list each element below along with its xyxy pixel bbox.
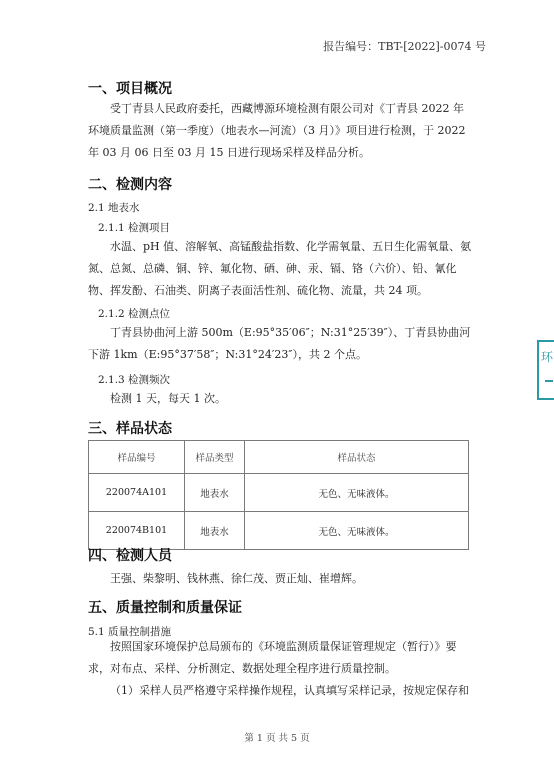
stamp-mark — [545, 372, 553, 382]
subsection-test-points: 2.1.2 检测点位 — [98, 308, 171, 320]
stamp-fragment — [537, 340, 554, 400]
header-sample-type: 样品类型 — [185, 441, 245, 474]
subsection-test-items: 2.1.1 检测项目 — [98, 222, 171, 234]
table-header-row — [89, 441, 469, 474]
section-title-personnel: 四、检测人员 — [88, 548, 172, 564]
section-title-sample-status: 三、样品状态 — [88, 421, 172, 437]
cell-sample-type: 地表水 — [185, 512, 245, 550]
header-sample-state: 样品状态 — [245, 441, 469, 474]
table-row — [89, 512, 469, 550]
section-title-quality-control: 五、质量控制和质量保证 — [88, 600, 242, 616]
personnel-names: 王强、柴黎明、钱林燕、徐仁茂、贾正灿、崔增辉。 — [110, 572, 363, 585]
test-items-list: 水温、pH 值、溶解氧、高锰酸盐指数、化学需氧量、五日生化需氧量、氨氮、总氮、总磷、铜、锌、氟化物、硒、砷、汞、镉、铬（六价）、铅、氰化物、挥发酚、石油类、阴离子表面活性剂、硫化物、流量，共 24 项。 — [88, 240, 472, 297]
table-row — [89, 474, 469, 512]
section-title-content: 二、检测内容 — [88, 177, 172, 193]
subsection-surface-water: 2.1 地表水 — [88, 202, 140, 214]
test-points-text: 丁青县协曲河上游 500m（E:95°35′06″；N:31°25′39″）、丁青县协曲河下游 1km（E:95°37′58″；N:31°24′23″），共 2 个点。 — [88, 326, 471, 361]
report-number: 报告编号：TBT-[2022]-0074 号 — [323, 40, 486, 53]
cell-sample-type: 地表水 — [185, 474, 245, 512]
cell-sample-id: 220074B101 — [89, 512, 185, 550]
stamp-text: 环 — [541, 350, 554, 364]
cell-sample-state: 无色、无味液体。 — [245, 512, 469, 550]
cell-sample-state: 无色、无味液体。 — [245, 474, 469, 512]
section-title-overview: 一、项目概况 — [88, 81, 172, 97]
overview-paragraph: 受丁青县人民政府委托，西藏博源环境检测有限公司对《丁青县 2022 年环境质量监测（第一季度）（地表水—河流）（3 月）》项目进行检测，于 2022 年 03 月 06 日至 03 月 15 日进行现场采样及样品分析。 — [88, 102, 466, 159]
cell-sample-id: 220074A101 — [89, 474, 185, 512]
qc-paragraph: 按照国家环境保护总局颁布的《环境监测质量保证管理规定（暂行）》要求，对布点、采样、分析测定、数据处理全程序进行质量控制。 — [88, 640, 457, 675]
subsection-test-frequency: 2.1.3 检测频次 — [98, 374, 171, 386]
sample-status-table — [88, 440, 469, 550]
page-footer: 第 1 页 共 5 页 — [244, 733, 310, 744]
header-sample-id: 样品编号 — [89, 441, 185, 474]
test-frequency-text: 检测 1 天，每天 1 次。 — [110, 392, 226, 405]
qc-paragraph-item-1: （1）采样人员严格遵守采样操作规程，认真填写采样记录，按规定保存和 — [110, 684, 469, 697]
subsection-qc-measures: 5.1 质量控制措施 — [88, 626, 172, 638]
